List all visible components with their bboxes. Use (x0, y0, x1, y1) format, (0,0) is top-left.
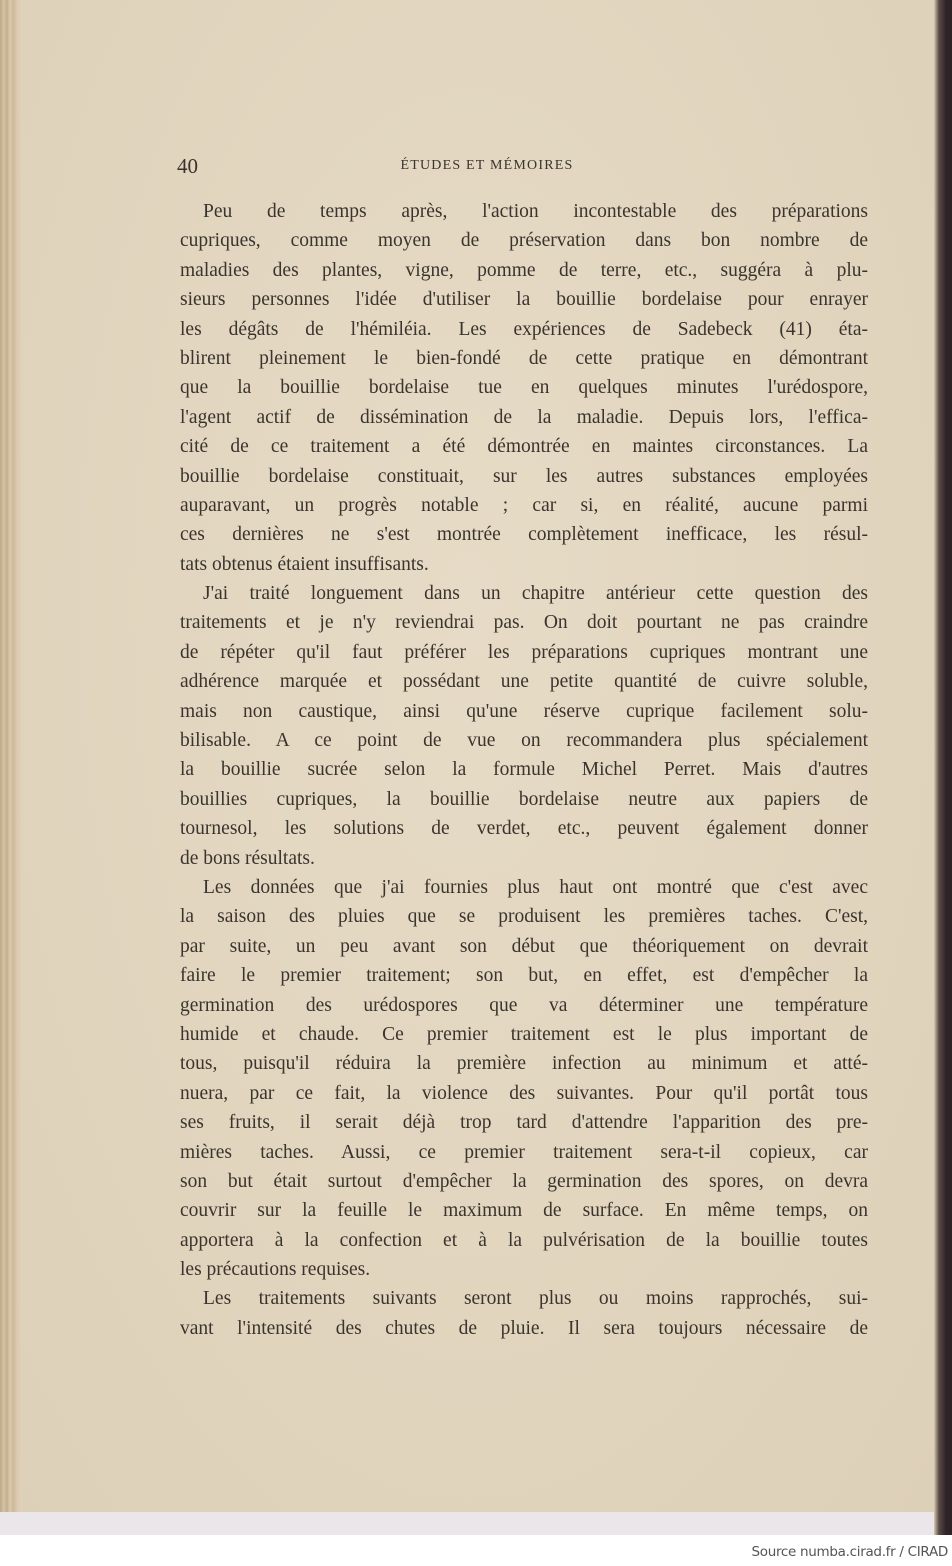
text-line: cupriques, comme moyen de préservation dans bon nombre de (180, 230, 868, 252)
text-line: de bons résultats. (180, 847, 315, 869)
source-credit: Source numba.cirad.fr / CIRAD (751, 1544, 948, 1560)
text-line: blirent pleinement le bien-fondé de cette pratique en démontrant (180, 347, 868, 369)
text-line: cité de ce traitement a été démontrée en maintes circonstances. La (180, 436, 868, 458)
text-line: sieurs personnes l'idée d'utiliser la bouillie bordelaise pour enrayer (180, 289, 868, 311)
text-line: vant l'intensité des chutes de pluie. Il sera toujours nécessaire de (180, 1317, 868, 1339)
text-line: mières taches. Aussi, ce premier traitement sera-t-il copieux, car (180, 1141, 868, 1163)
text-line: adhérence marquée et possédant une petite quantité de cuivre soluble, (180, 671, 868, 693)
text-line: l'agent actif de dissémination de la maladie. Depuis lors, l'effica- (180, 406, 868, 428)
text-line: Les traitements suivants seront plus ou moins rapprochés, sui- (203, 1288, 868, 1310)
running-head (177, 154, 867, 180)
text-line: son but était surtout d'empêcher la germination des spores, on devra (180, 1170, 868, 1192)
text-line: tous, puisqu'il réduira la première infection au minimum et atté- (180, 1053, 868, 1075)
text-line: par suite, un peu avant son début que théoriquement on devrait (180, 935, 868, 957)
text-line: bilisable. A ce point de vue on recommandera plus spécialement (180, 730, 868, 752)
paragraph (180, 873, 868, 1284)
text-line: maladies des plantes, vigne, pomme de terre, etc., suggéra à plu- (180, 259, 868, 281)
running-title: ÉTUDES ET MÉMOIRES (400, 158, 574, 173)
book-spine-edge (0, 0, 22, 1512)
body-text (180, 197, 868, 1343)
text-line: germination des urédospores que va déterminer une température (180, 994, 868, 1016)
paragraph (180, 197, 868, 579)
text-line: la bouillie sucrée selon la formule Michel Perret. Mais d'autres (180, 759, 868, 781)
page-number: 40 (177, 154, 198, 178)
text-line: auparavant, un progrès notable ; car si, en réalité, aucune parmi (180, 494, 868, 516)
text-line: les dégâts de l'hémiléia. Les expériences de Sadebeck (41) éta- (180, 318, 868, 340)
text-line: les précautions requises. (180, 1259, 371, 1281)
text-line: J'ai traité longuement dans un chapitre antérieur cette question des (203, 583, 868, 605)
text-line: faire le premier traitement; son but, en effet, est d'empêcher la (180, 965, 868, 987)
text-line: bouillies cupriques, la bouillie bordelaise neutre aux papiers de (180, 788, 868, 810)
text-line: bouillie bordelaise constituait, sur les autres substances employées (180, 465, 868, 487)
text-line: la saison des pluies que se produisent les premières taches. C'est, (180, 906, 868, 928)
paragraph (180, 579, 868, 873)
text-line: couvrir sur la feuille le maximum de surface. En même temps, on (180, 1200, 868, 1222)
text-line: tats obtenus étaient insuffisants. (180, 553, 429, 575)
text-line: que la bouillie bordelaise tue en quelques minutes l'urédospore, (180, 377, 868, 399)
text-line: humide et chaude. Ce premier traitement est le plus important de (180, 1023, 868, 1045)
text-line: Les données que j'ai fournies plus haut ont montré que c'est avec (203, 876, 868, 898)
text-line: Peu de temps après, l'action incontestable des préparations (203, 201, 868, 222)
text-line: mais non caustique, ainsi qu'une réserve cuprique facilement solu- (180, 700, 868, 722)
text-line: ses fruits, il serait déjà trop tard d'attendre l'apparition des pre- (180, 1112, 868, 1134)
text-line: ces dernières ne s'est montrée complètement inefficace, les résul- (180, 524, 868, 546)
text-line: apportera à la confection et à la pulvérisation de la bouillie toutes (180, 1229, 868, 1251)
text-line: traitements et je n'y reviendrai pas. On doit pourtant ne pas craindre (180, 612, 868, 634)
text-line: nuera, par ce fait, la violence des suivantes. Pour qu'il portât tous (180, 1082, 868, 1104)
text-line: tournesol, les solutions de verdet, etc., peuvent également donner (180, 818, 868, 840)
paragraph (180, 1284, 868, 1343)
page-right-edge (934, 0, 952, 1535)
text-line: de répéter qu'il faut préférer les préparations cupriques montrant une (180, 641, 868, 663)
